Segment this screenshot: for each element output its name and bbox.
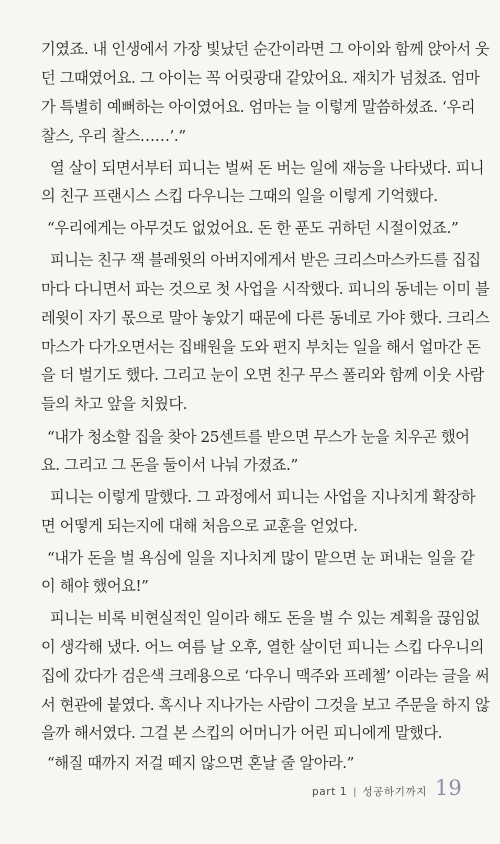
text-line: 면 어떻게 되는지에 대해 처음으로 교훈을 얻었다. — [41, 517, 358, 535]
text-line: 의 친구 프랜시스 스킵 다우니는 그때의 일을 이렇게 기억했다. — [41, 187, 438, 205]
text-line: 집에 갔다가 검은색 크레용으로 ‘다우니 맥주와 프레첼’ 이라는 글을 써 — [41, 667, 490, 685]
text-line: “우리에게는 아무것도 없었어요. 돈 한 푼도 귀하던 시절이었죠.” — [47, 219, 459, 237]
text-line: 마다 다니면서 파는 것으로 첫 사업을 시작했다. 피니의 동네는 이미 블 — [41, 280, 490, 298]
footer-section-label: part 1 — [312, 786, 348, 798]
text-line: 찰스, 우리 찰스……’.” — [41, 127, 186, 145]
text-line: 레윗이 자기 몫으로 말아 놓았기 때문에 다른 동네로 가야 했다. 크리스 — [41, 309, 490, 327]
page-number: 19 — [435, 776, 462, 800]
text-line: 피니는 친구 잭 블레윗의 아버지에게서 받은 크리스마스카드를 집집 — [50, 251, 481, 269]
text-line: 가 특별히 예뻐하는 아이였어요. 엄마는 늘 이렇게 말씀하셨죠. ‘우리 — [41, 98, 476, 116]
text-line: 기였죠. 내 인생에서 가장 빛났던 순간이라면 그 아이와 함께 앉아서 웃 — [41, 40, 490, 58]
text-line: 피니는 이렇게 말했다. 그 과정에서 피니는 사업을 지나치게 확장하 — [50, 488, 476, 506]
text-line: 을까 해서였다. 그걸 본 스킵의 어머니가 어린 피니에게 말했다. — [41, 724, 443, 742]
text-line: 들의 차고 앞을 치웠다. — [41, 395, 188, 413]
footer-separator: | — [353, 787, 357, 798]
text-line: 이 생각해 냈다. 어느 여름 날 오후, 열한 살이던 피니는 스킵 다우니의 — [41, 638, 484, 656]
text-line: “내가 청소할 집을 찾아 25센트를 받으면 무스가 눈을 치우곤 했어 — [47, 428, 470, 446]
text-line: 을 더 벌기도 했다. 그리고 눈이 오면 친구 무스 폴리와 함께 이웃 사람 — [41, 366, 484, 384]
text-line: 서 현관에 붙였다. 혹시나 지나가는 사람이 그것을 보고 주문을 하지 않 — [41, 696, 490, 714]
footer-chapter-title: 성공하기까지 — [362, 786, 427, 798]
text-line: 던 그때였어요. 그 아이는 꼭 어릿광대 같았어요. 재치가 넘쳤죠. 엄마 — [41, 69, 480, 87]
text-line: 피니는 비록 비현실적인 일이라 해도 돈을 벌 수 있는 계획을 끊임없 — [50, 609, 480, 627]
page-footer — [312, 776, 462, 802]
text-line: “해질 때까지 저걸 떼지 않으면 혼날 줄 알아라.” — [47, 754, 355, 772]
text-line: “내가 돈을 벌 욕심에 일을 지나치게 많이 맡으면 눈 퍼내는 일을 같 — [47, 549, 475, 567]
text-line: 요. 그리고 그 돈을 둘이서 나눠 가졌죠.” — [41, 456, 298, 474]
text-line: 열 살이 되면서부터 피니는 벌써 돈 버는 일에 재능을 나타냈다. 피니 — [50, 159, 485, 177]
text-line: 마스가 다가오면서는 집배원을 도와 편지 부치는 일을 해서 얼마간 돈 — [41, 338, 481, 356]
text-line: 이 해야 했어요!” — [41, 577, 149, 595]
